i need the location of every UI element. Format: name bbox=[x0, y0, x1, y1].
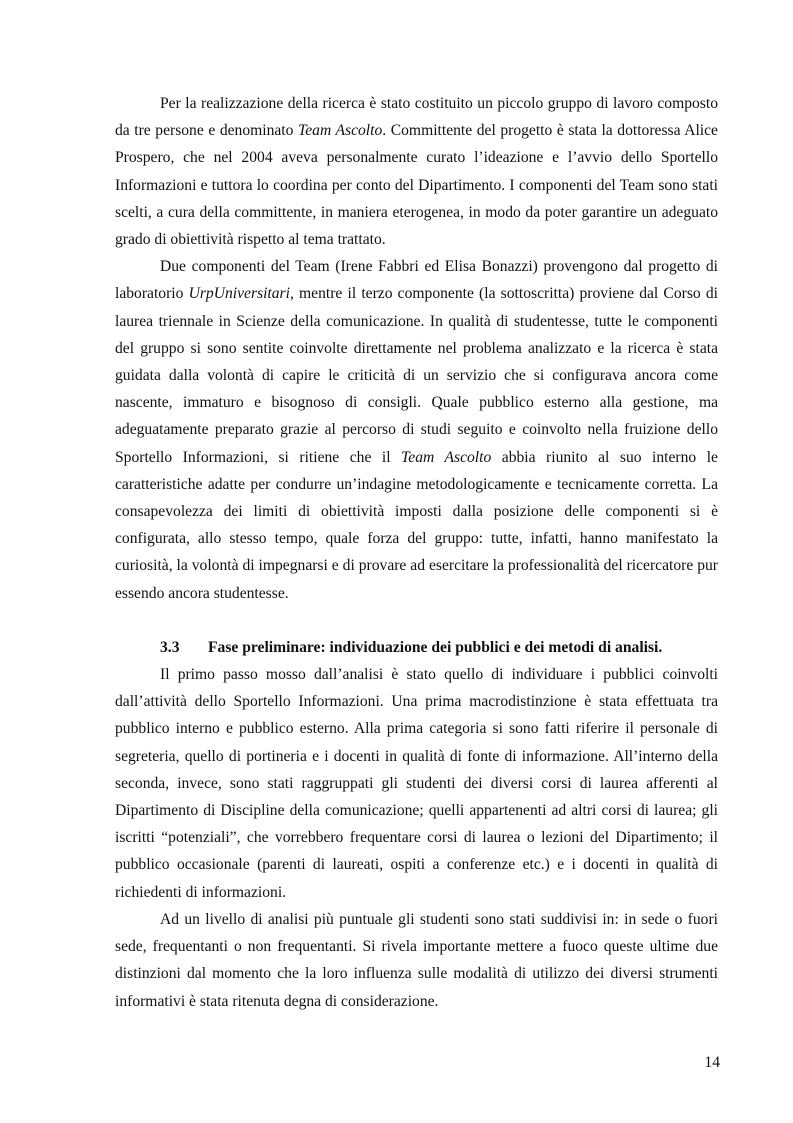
page-number: 14 bbox=[704, 1054, 720, 1071]
paragraph-students: Ad un livello di analisi più puntuale gli studenti sono stati suddivisi in: in sede o fuori sede, frequentanti o non frequentanti. Si rivela importante mettere a fuoco queste ultime due distinzioni dal momento che la loro influenza sulle modalità di utilizzo dei diversi strumenti informativi è stata ritenuta degna di considerazione. bbox=[115, 910, 718, 1010]
paragraph-team: Per la realizzazione della ricerca è stato costituito un piccolo gruppo di lavoro composto da tre persone e denominato Team Ascolto. Committente del progetto è stata la dottoressa Alice Prospero, che nel 2004 aveva personalmente curato l’ideazione e l’avvio dello Sportello Informazioni e tuttora lo coordina per conto del Dipartimento. I componenti del Team sono stati scelti, a cura della committente, in maniera eterogenea, in modo da poter garantire un adeguato grado di obiettività rispetto al tema trattato. bbox=[115, 95, 718, 249]
section-number: 3.3 bbox=[160, 638, 180, 656]
paragraph-components: Due componenti del Team (Irene Fabbri ed Elisa Bonazzi) provengono dal progetto di laboratorio UrpUniversitari, mentre il terzo componente (la sottoscritta) proviene dal Corso di laurea triennale in Scienze della comunicazione. In qualità di studentesse, tutte le componenti del gruppo si sono sentite coinvolte direttamente nel problema analizzato e la ricerca è stata guidata dalla volontà di capire le criticità di un servizio che si configurava ancora come nascente, immaturo e bisognoso di consigli. Quale pubblico esterno alla gestione, ma adeguatamente preparato grazie al percorso di studi seguito e coinvolto nella fruizione dello Sportello Informazioni, si ritiene che il Team Ascolto abbia riunito al suo interno le caratteristiche adatte per condurre un’indagine metodologicamente e tecnicamente corretta. La consapevolezza dei limiti di obiettività imposti dalla posizione delle componenti si è configurata, allo stesso tempo, quale forza del gruppo: tutte, infatti, hanno manifestato la curiosità, la volontà di impegnarsi e di provare ad esercitare la professionalità del ricercatore pur essendo ancora studentesse. bbox=[115, 258, 718, 602]
page-body bbox=[115, 90, 718, 1015]
section-heading bbox=[115, 634, 718, 661]
section-title: Fase preliminare: individuazione dei pubblici e dei metodi di analisi. bbox=[208, 638, 663, 656]
paragraph-publics: Il primo passo mosso dall’analisi è stato quello di individuare i pubblici coinvolti dall’attività dello Sportello Informazioni. Una prima macrodistinzione è stata effettuata tra pubblico interno e pubblico esterno. Alla prima categoria si sono fatti riferire il personale di segreteria, quello di portineria e i docenti in qualità di fonte di informazione. All’interno della seconda, invece, sono stati raggruppati gli studenti dei diversi corsi di laurea afferenti al Dipartimento di Discipline della comunicazione; quelli appartenenti ad altri corsi di laurea; gli iscritti “potenziali”, che vorrebbero frequentare corsi di laurea o lezioni del Dipartimento; il pubblico occasionale (parenti di laureati, ospiti a conferenze etc.) e i docenti in qualità di richiedenti di informazioni. bbox=[115, 666, 718, 901]
